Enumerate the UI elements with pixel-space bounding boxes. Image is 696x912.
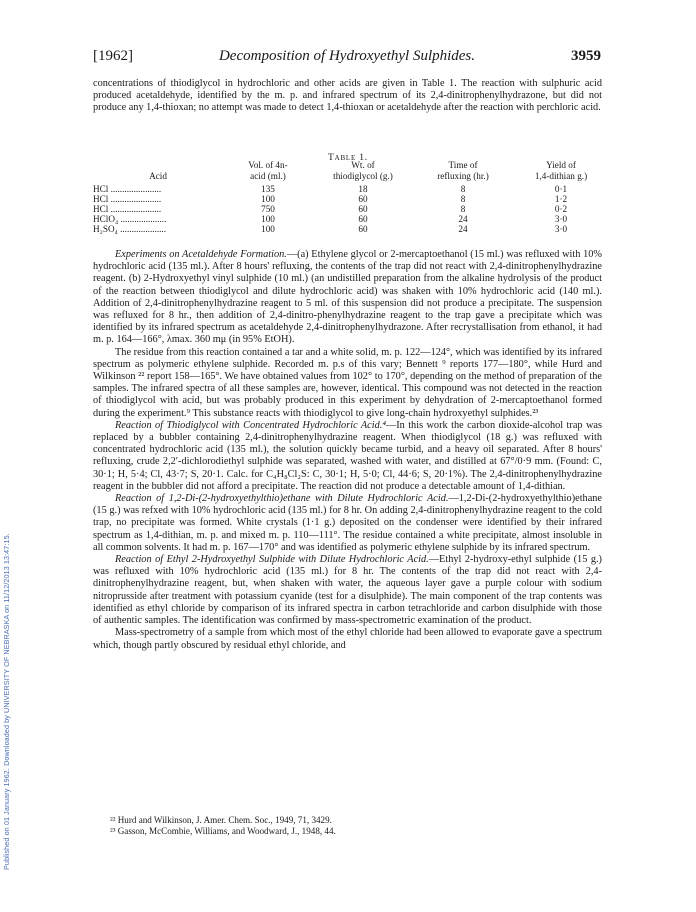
- col-header-volume: [223, 160, 313, 181]
- cell-time: 8: [460, 184, 466, 194]
- cell-weight: 60: [358, 194, 368, 204]
- paragraph-text: —In this work the carbon dioxide-alcohol trap was replaced by a bubbler containing 2,4-dinitrophenylhydrazine reagent. When thiodiglycol (18 g.) was refluxed with concentrated hydrochloric acid (135 ml.), the solution quickly became turbid, and a heavy oil separated. After 8 hours' refluxing, crude 2,2′-dichlorodiethyl sulphide was separated, washed with water, and distilled at 67°/0·9 mm. (Found: C, 30·1; H, 5·4; Cl, 43·7; S, 20·1. Calc. for C₄H₈Cl₂S: C, 30·1; H, 5·0; Cl, 44·6; S, 20·1%). The 2,4-dinitrophenylhydrazine reagent in the bubbler did not afford a precipitate. The reaction did not produce a detectable amount of 1,4-dithian.: [93, 419, 603, 492]
- paragraph-ethyl-sulphide: [93, 554, 602, 627]
- footnote: ²³ Gasson, McCombie, Williams, and Woodward, J., 1948, 44.: [110, 826, 336, 836]
- cell-volume: 135: [261, 184, 275, 194]
- footnotes: [110, 815, 590, 837]
- cell-yield: 0·1: [554, 184, 568, 194]
- paragraph-residue: [93, 347, 602, 420]
- cell-time: 24: [458, 224, 468, 234]
- col-header-volume-line1: Vol. of 4n-: [248, 160, 288, 170]
- col-header-acid: Acid: [149, 171, 167, 181]
- cell-acid: H₂SO₄ ....................: [93, 224, 167, 234]
- download-watermark: Published on 01 January 1962. Downloaded by UNIVERSITY OF NEBRASKA on 11/12/2013 13:47:15.: [2, 533, 11, 870]
- paragraph-text: The residue from this reaction contained a tar and a white solid, m. p. 122—124°, which was identified by its infrared spectrum as polymeric ethylene sulphide. Recorded m. p.s of this vary; Bennett ⁹ reports 177—180°, while Hurd and Wilkinson ²² report 158—165°. We have obtained values from 102° to 170°, depending on the method of preparation of the samples. The infrared spectra of all these samples are, however, identical. This compound was not detected in the reaction of thiodiglycol with acid, but was probably produced in this experiment by dehydration of 2-mercaptoethanol formed during the experiment.⁹ This substance reacts with thiodiglycol to give long-chain hydroxyethyl sulphides.²³: [93, 346, 602, 419]
- col-header-yield: [513, 160, 609, 181]
- cell-yield: 1·2: [554, 194, 568, 204]
- col-header-weight: [313, 160, 413, 181]
- cell-time: 8: [460, 194, 466, 204]
- paragraph-text: —Ethyl 2-hydroxy-ethyl sulphide (15 g.) was refluxed with 10% hydrochloric acid (135 ml.) for 8 hr. The contents of the trap did not react with 2,4-dinitrophenylhydrazine reagent, but, when shaken with water, the aqueous layer gave a purple colour with sodium nitroprusside after treatment with potassium cyanide (test for a disulphide). The main component of the trap contents was identified as ethyl chloride by comparison of its infrared spectra in carbon tetrachloride and carbon disulphide with those of authentic samples. The identification was confirmed by mass-spectrometric examination of the product.: [93, 554, 602, 627]
- col-header-time-line1: Time of: [448, 160, 478, 170]
- cell-acid: HCl ......................: [93, 194, 162, 204]
- cell-time: 24: [458, 214, 468, 224]
- header-title: Decomposition of Hydroxyethyl Sulphides.: [218, 48, 476, 64]
- paragraph-heading: Reaction of Ethyl 2-Hydroxyethyl Sulphide with Dilute Hydrochloric Acid.: [115, 554, 429, 566]
- col-header-weight-line1: Wt. of: [351, 160, 375, 170]
- col-header-yield-line1: Yield of: [546, 160, 576, 170]
- col-header-weight-line2: thiodiglycol (g.): [333, 170, 393, 181]
- paragraph-text: —1,2-Di-(2-hydroxyethylthio)ethane (15 g.) was refxed with 10% hydrochloric acid (135 ml.) for 8 hr. On adding 2,4-dinitrophenylhydrazine reagent to the cold trap, no precipitate was formed. White crystals (1·1 g.) deposited on the condenser were identified by their infrared spectrum as 1,4-dithian, m. p. and mixed m. p. 110—111°. The residue contained a white precipitate, almost insoluble in all common solvents. It had m. p. 167—170° and was identified as polymeric ethylene sulphide by its infrared spectrum.: [93, 493, 602, 553]
- table-row: [93, 184, 602, 194]
- cell-volume: 100: [261, 214, 275, 224]
- table-title: Table 1.: [328, 153, 368, 163]
- cell-volume: 100: [261, 224, 275, 234]
- intro-paragraph-text: concentrations of thiodiglycol in hydrochloric and other acids are given in Table 1. The reaction with sulphuric acid produced acetaldehyde, identified by the m. p. and infrared spectrum of its 2,4-dinitrophenylhydrazone, but did not produce any 1,4-thioxan; no attempt was made to detect 1,4-thioxan or acetaldehyde after the reaction with perchloric acid.: [93, 78, 602, 114]
- cell-time: 8: [460, 204, 466, 214]
- cell-volume: 100: [261, 194, 275, 204]
- col-header-time: [413, 160, 513, 181]
- paragraph-text: Mass-spectrometry of a sample from which most of the ethyl chloride had been allowed to evaporate gave a spectrum which, though partly obscured by residual ethyl chloride, and: [93, 627, 602, 651]
- cell-yield: 3·0: [554, 224, 568, 234]
- intro-paragraph: [93, 78, 602, 115]
- paragraph-dithioethane: [93, 493, 602, 554]
- paragraph-text: —(a) Ethylene glycol or 2-mercaptoethanol (15 ml.) was refluxed with 10% hydrochloric acid (135 ml.). After 8 hours' refluxing, the contents of the trap did not react with 2,4-dinitrophenylhydrazine reagent. (b) 2-Hydroxyethyl vinyl sulphide (10 ml.) (an undistilled preparation from the alkaline hydrolysis of the product of the reaction between thiodiglycol and dilute hydrochloric acid) was shaken with 10% hydrochloric acid (140 ml.). Addition of 2,4-dinitrophenylhydrazine reagent to 5 ml. of this suspension did not produce a precipitate. The suspension was refluxed for 8 hr., then addition of 2,4-dinitro-phenylhydrazine reagent to the trap gave a precipitate which was identified by its infrared spectrum as acetaldehyde 2,4-dinitrophenylhydrazone. After recrystallisation from ethanol, it had m. p. 164—166°, λmax. 360 mμ (in 95% EtOH).: [93, 249, 603, 346]
- cell-acid: HClO₄ ....................: [93, 214, 167, 224]
- cell-acid: HCl ......................: [93, 184, 162, 194]
- paragraph-heading: Reaction of 1,2-Di-(2-hydroxyethylthio)ethane with Dilute Hydrochloric Acid.: [115, 493, 449, 505]
- col-header-yield-line2: 1,4-dithian g.): [534, 170, 588, 181]
- table-row: [93, 204, 602, 214]
- table-row: [93, 194, 602, 204]
- paragraph-heading: Reaction of Thiodiglycol with Concentrated Hydrochloric Acid.⁴: [115, 419, 386, 431]
- paragraph-heading: Experiments on Acetaldehyde Formation.: [115, 249, 287, 260]
- cell-weight: 60: [358, 204, 368, 214]
- table-row: [93, 224, 602, 234]
- cell-acid: HCl ......................: [93, 204, 162, 214]
- table-row: [93, 214, 602, 224]
- footnote: ²² Hurd and Wilkinson, J. Amer. Chem. Soc., 1949, 71, 3429.: [110, 815, 332, 825]
- paragraph-concentrated-hcl: [93, 420, 602, 493]
- paragraph-mass-spectrometry: [93, 627, 602, 651]
- page-number: 3959: [571, 48, 601, 64]
- cell-weight: 60: [358, 224, 368, 234]
- col-header-time-line2: refluxing (hr.): [437, 170, 489, 181]
- cell-weight: 18: [358, 184, 368, 194]
- cell-weight: 60: [358, 214, 368, 224]
- page-header: [93, 48, 601, 68]
- cell-yield: 0·2: [554, 204, 568, 214]
- experimental-section: [93, 249, 602, 652]
- cell-yield: 3·0: [554, 214, 568, 224]
- paragraph-acetaldehyde: [93, 249, 602, 347]
- header-year: [1962]: [93, 48, 133, 64]
- cell-volume: 750: [261, 204, 275, 214]
- col-header-volume-line2: acid (ml.): [250, 170, 286, 181]
